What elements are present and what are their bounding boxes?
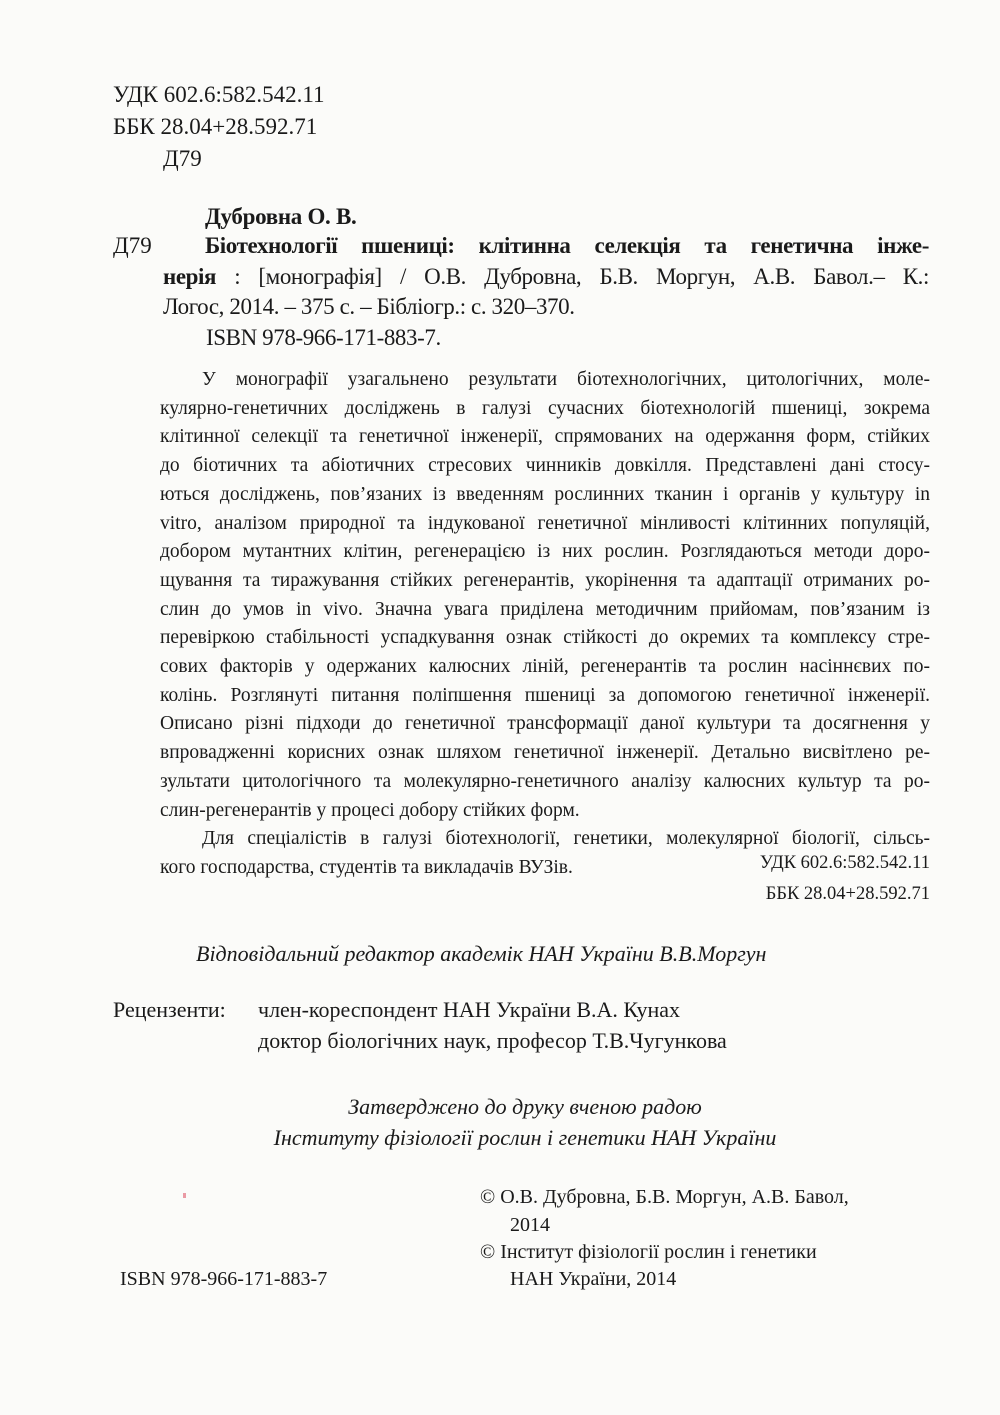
reviewer-kunakh: член-кореспондент НАН України В.А. Кунах <box>258 997 680 1022</box>
responsible-editor: Відповідальний редактор академік НАН України В.В.Моргун <box>196 941 767 966</box>
abstract-bbk: ББК 28.04+28.592.71 <box>765 884 930 904</box>
abstract-line: до біотичних та абіотичних стресових чинників довкілля. Представлені дані стосу- <box>160 455 930 477</box>
reviewers-label: Рецензенти: <box>113 997 226 1022</box>
print-speck <box>183 1193 186 1198</box>
book-imprint-line <box>163 262 929 292</box>
copyright-authors: © О.В. Дубровна, Б.В. Моргун, А.В. Бавол, <box>480 1186 849 1208</box>
audience-line: кого господарства, студентів та викладачів ВУЗів. <box>160 856 573 878</box>
abstract-line: У монографії узагальнено результати біотехнологічних, цитологічних, моле- <box>202 369 930 390</box>
footer-isbn: ISBN 978-966-171-883-7 <box>120 1268 328 1290</box>
abstract-line: впровадженні корисних ознак шляхом генетичної інженерії. Детально висвітлено ре- <box>160 742 930 764</box>
publication-details: Логос, 2014. – 375 с. – Бібліогр.: с. 320–370. <box>163 294 575 319</box>
abstract-line: сових факторів у одержаних калюсних ліній, регенерантів та рослин насіннєвих по- <box>160 656 930 678</box>
abstract-line: щування та тиражування стійких регенерантів, укорінення та адаптації отриманих ро- <box>160 569 930 591</box>
approval-line-2: Інституту фізіології рослин і генетики НАН України <box>273 1125 777 1150</box>
copyright-authors-year: 2014 <box>510 1214 550 1236</box>
approval-line-1: Затверджено до друку вченою радою <box>348 1094 702 1119</box>
audience-line: Для спеціалістів в галузі біотехнології, генетики, молекулярної біології, сільсь- <box>202 828 930 850</box>
author-mark: Д79 <box>163 146 202 171</box>
abstract-udk: УДК 602.6:582.542.11 <box>759 853 930 873</box>
abstract-line: vitro, аналізом природної та індукованої генетичної мінливості клітинних популяцій, <box>160 512 930 534</box>
reviewer-chuhunkova: доктор біологічних наук, професор Т.В.Чугункова <box>258 1028 727 1053</box>
copyright-institute: © Інститут фізіології рослин і генетики <box>480 1241 817 1263</box>
abstract-line: зультати цитологічного та молекулярно-генетичного аналізу калюсних культур та ро- <box>160 770 930 792</box>
abstract-line: колінь. Розглянуті питання поліпшення пшениці за допомогою генетичної інженерії. <box>160 684 930 706</box>
copyright-institute-year: НАН України, 2014 <box>510 1268 677 1290</box>
abstract-line: кулярно-генетичних досліджень в галузі сучасних біотехнологій пшениці, зокрема <box>160 397 930 419</box>
abstract-paragraph <box>160 366 930 883</box>
abstract-line: Описано різні підходи до генетичної трансформації даної культури та досягнення у <box>160 713 930 735</box>
abstract-line: слин до умов in vivo. Значна увага приділена методичним прийомам, пов’язаним із <box>160 598 930 620</box>
book-responsibility: : [монографія] / О.В. Дубровна, Б.В. Моргун, А.В. Бавол.– К.: <box>216 264 929 289</box>
abstract-line: перевіркою стабільності успадкування ознак стійкості до окремих та комплексу стре- <box>160 627 930 649</box>
author-name: Дубровна О. В. <box>205 204 357 229</box>
abstract-line: клітинної селекції та генетичної інженерії, спрямованих на одержання форм, стійких <box>160 426 930 448</box>
abstract-line: добором мутантних клітин, регенерацією із них рослин. Розглядаються методи доро- <box>160 541 930 563</box>
bbk-code: ББК 28.04+28.592.71 <box>113 114 318 139</box>
book-title-continuation: нерія <box>163 264 217 289</box>
entry-isbn: ISBN 978-966-171-883-7. <box>206 325 441 350</box>
udk-code: УДК 602.6:582.542.11 <box>113 82 325 107</box>
entry-author-mark: Д79 <box>113 233 152 258</box>
abstract-line: слин-регенерантів у процесі добору стійких форм. <box>160 799 580 821</box>
abstract-line: ються досліджень, пов’язаних із введенням рослинних тканин і органів у культуру in <box>160 483 930 505</box>
book-title: Біотехнології пшениці: клітинна селекція та генетична інже- <box>205 233 929 258</box>
